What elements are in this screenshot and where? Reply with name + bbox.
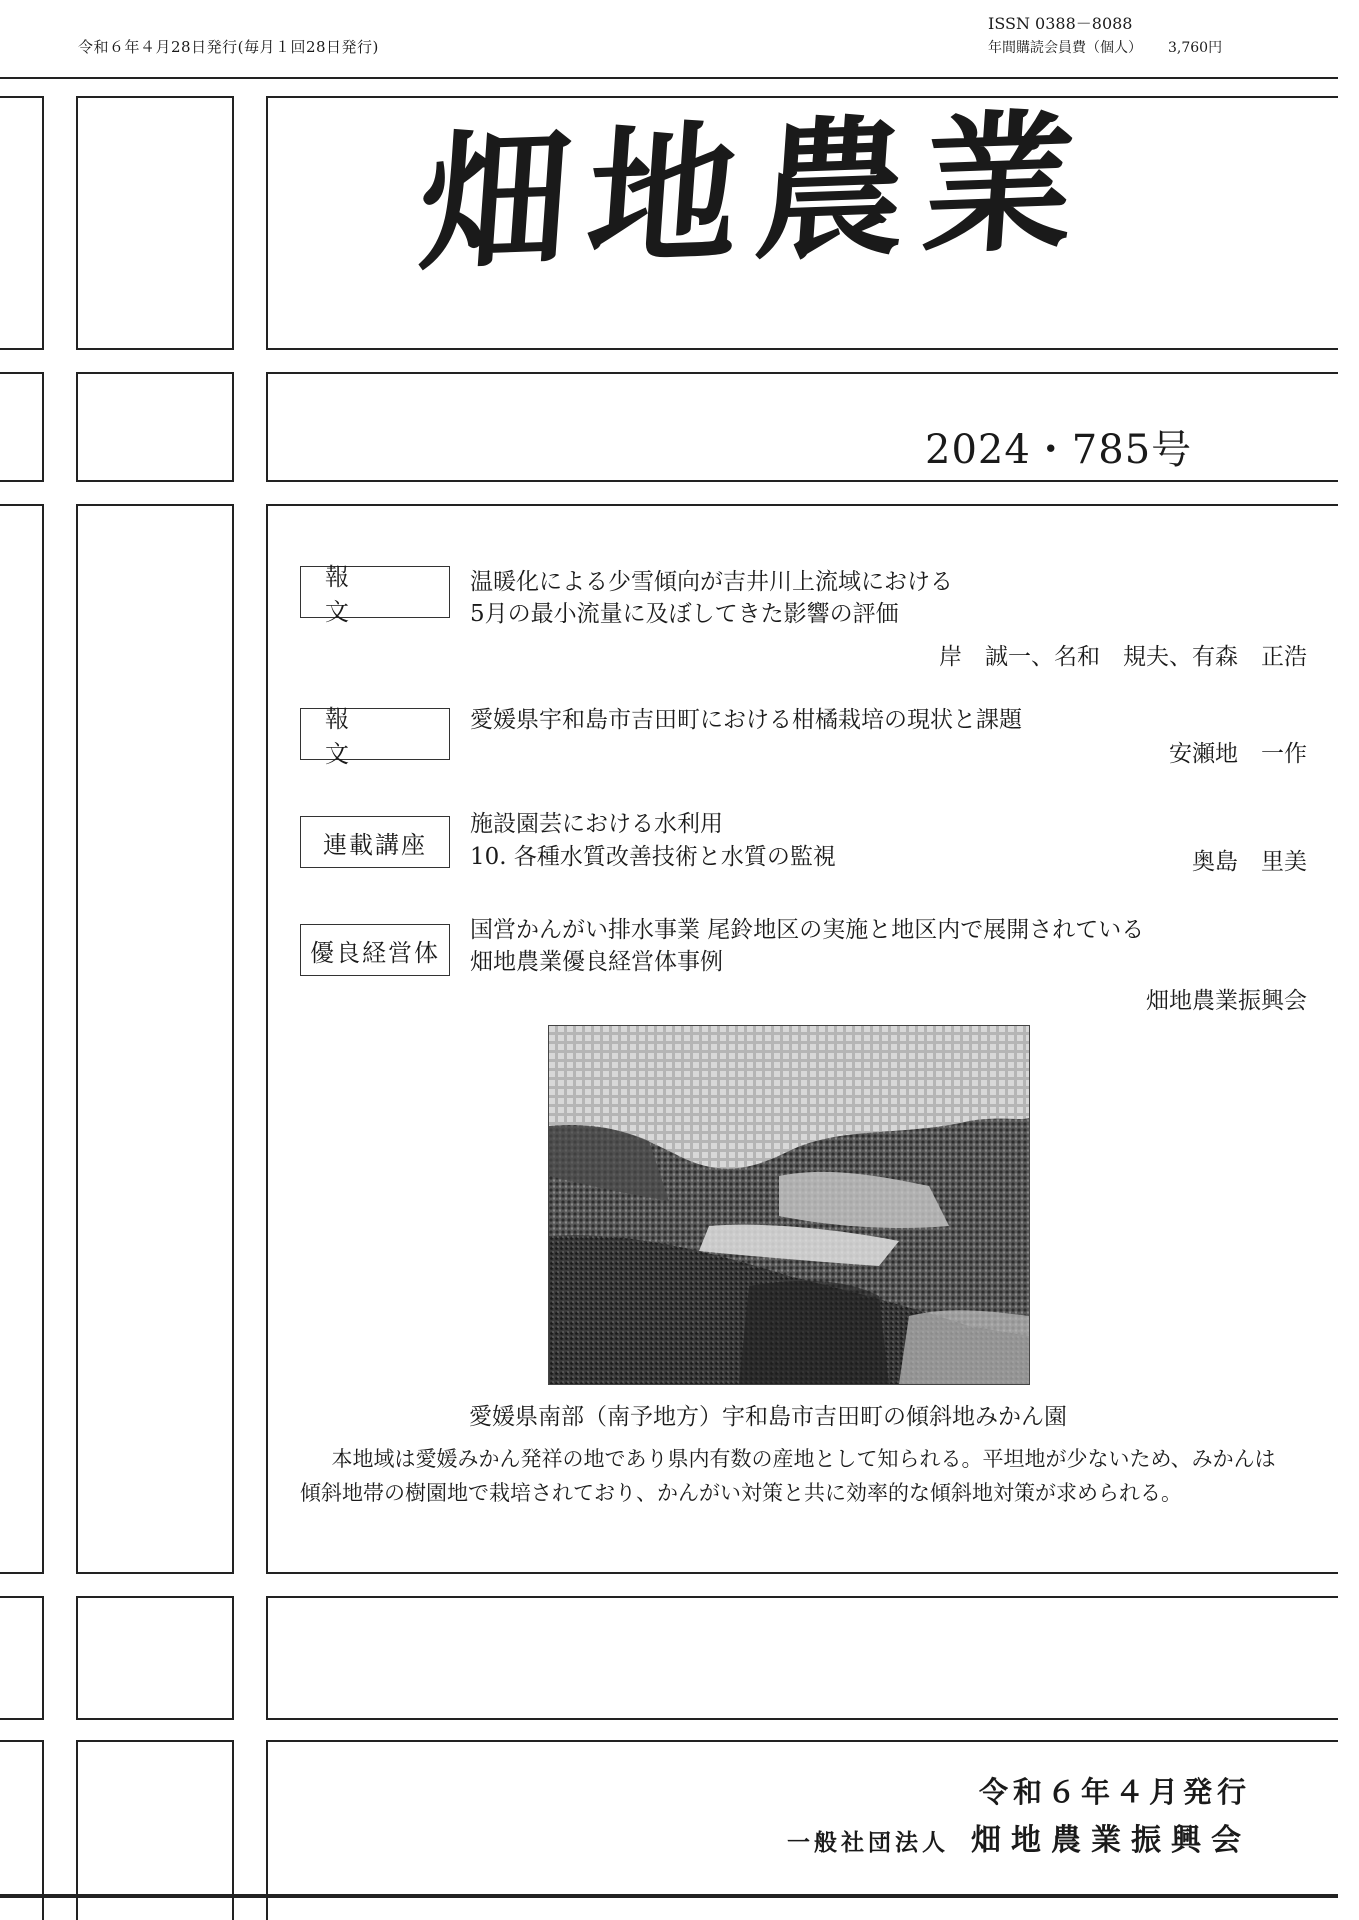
left-strip-1 [0, 96, 44, 350]
top-rule [0, 77, 1338, 79]
toc-author-2: 安瀬地 一作 [1169, 741, 1307, 767]
issue-info: 令和６年４月28日発行(毎月１回28日発行) [78, 38, 379, 56]
side-box-4 [76, 1596, 234, 1720]
fee-value: 3,760円 [1168, 40, 1223, 56]
toc-title-3-line-1: 施設園芸における水利用 [470, 811, 723, 837]
side-box-2 [76, 372, 234, 482]
bottom-rule [0, 1894, 1338, 1898]
toc-title-2-line-1: 愛媛県宇和島市吉田町における柑橘栽培の現状と課題 [470, 707, 1022, 733]
publication-date: 令和６年４月発行 [978, 1775, 1251, 1809]
side-box-3 [76, 504, 234, 1574]
toc-author-4: 畑地農業振興会 [1146, 988, 1307, 1014]
blank-box [266, 1596, 1338, 1720]
fee-label: 年間購読会員費（個人） [988, 40, 1142, 56]
toc-title-1-line-2: 5月の最小流量に及ぼしてきた影響の評価 [470, 601, 899, 627]
side-box-5 [76, 1740, 234, 1920]
toc-title-4-line-1: 国営かんがい排水事業 尾鈴地区の実施と地区内で展開されている [470, 917, 1145, 943]
photo-caption: 愛媛県南部（南予地方）宇和島市吉田町の傾斜地みかん園 [469, 1404, 1067, 1430]
toc-category-1: 報 文 [300, 566, 450, 618]
toc-category-4: 優良経営体 [300, 924, 450, 976]
journal-title: 畑地農業 [414, 93, 1098, 293]
toc-title-1-line-1: 温暖化による少雪傾向が吉井川上流域における [470, 569, 953, 595]
hillside-orchard-photo [548, 1025, 1030, 1385]
publisher [787, 1815, 1251, 1859]
issn: ISSN 0388－8088 [988, 14, 1133, 33]
subscription-info [988, 12, 1222, 60]
left-strip-2 [0, 372, 44, 482]
left-strip-5 [0, 1740, 44, 1920]
issue-number: 2024・785号 [925, 427, 1193, 473]
fee-line [988, 36, 1222, 60]
toc-title-3-line-2: 10. 各種水質改善技術と水質の監視 [470, 844, 836, 870]
toc-category-3: 連載講座 [300, 816, 450, 868]
toc-author-3: 奥島 里美 [1192, 849, 1307, 875]
side-box-1 [76, 96, 234, 350]
left-strip-4 [0, 1596, 44, 1720]
photo-description: 本地域は愛媛みかん発祥の地であり県内有数の産地として知られる。平坦地が少ないため、みかんは傾斜地帯の樹園地で栽培されており、かんがい対策と共に効率的な傾斜地対策が求められる。 [300, 1447, 1276, 1505]
publisher-name: 畑地農業振興会 [971, 1823, 1251, 1858]
publisher-corp-type: 一般社団法人 [787, 1830, 949, 1856]
toc-category-2: 報 文 [300, 708, 450, 760]
left-strip-3 [0, 504, 44, 1574]
toc-title-4-line-2: 畑地農業優良経営体事例 [470, 949, 723, 975]
toc-author-1: 岸 誠一、名和 規夫、有森 正浩 [939, 644, 1307, 670]
